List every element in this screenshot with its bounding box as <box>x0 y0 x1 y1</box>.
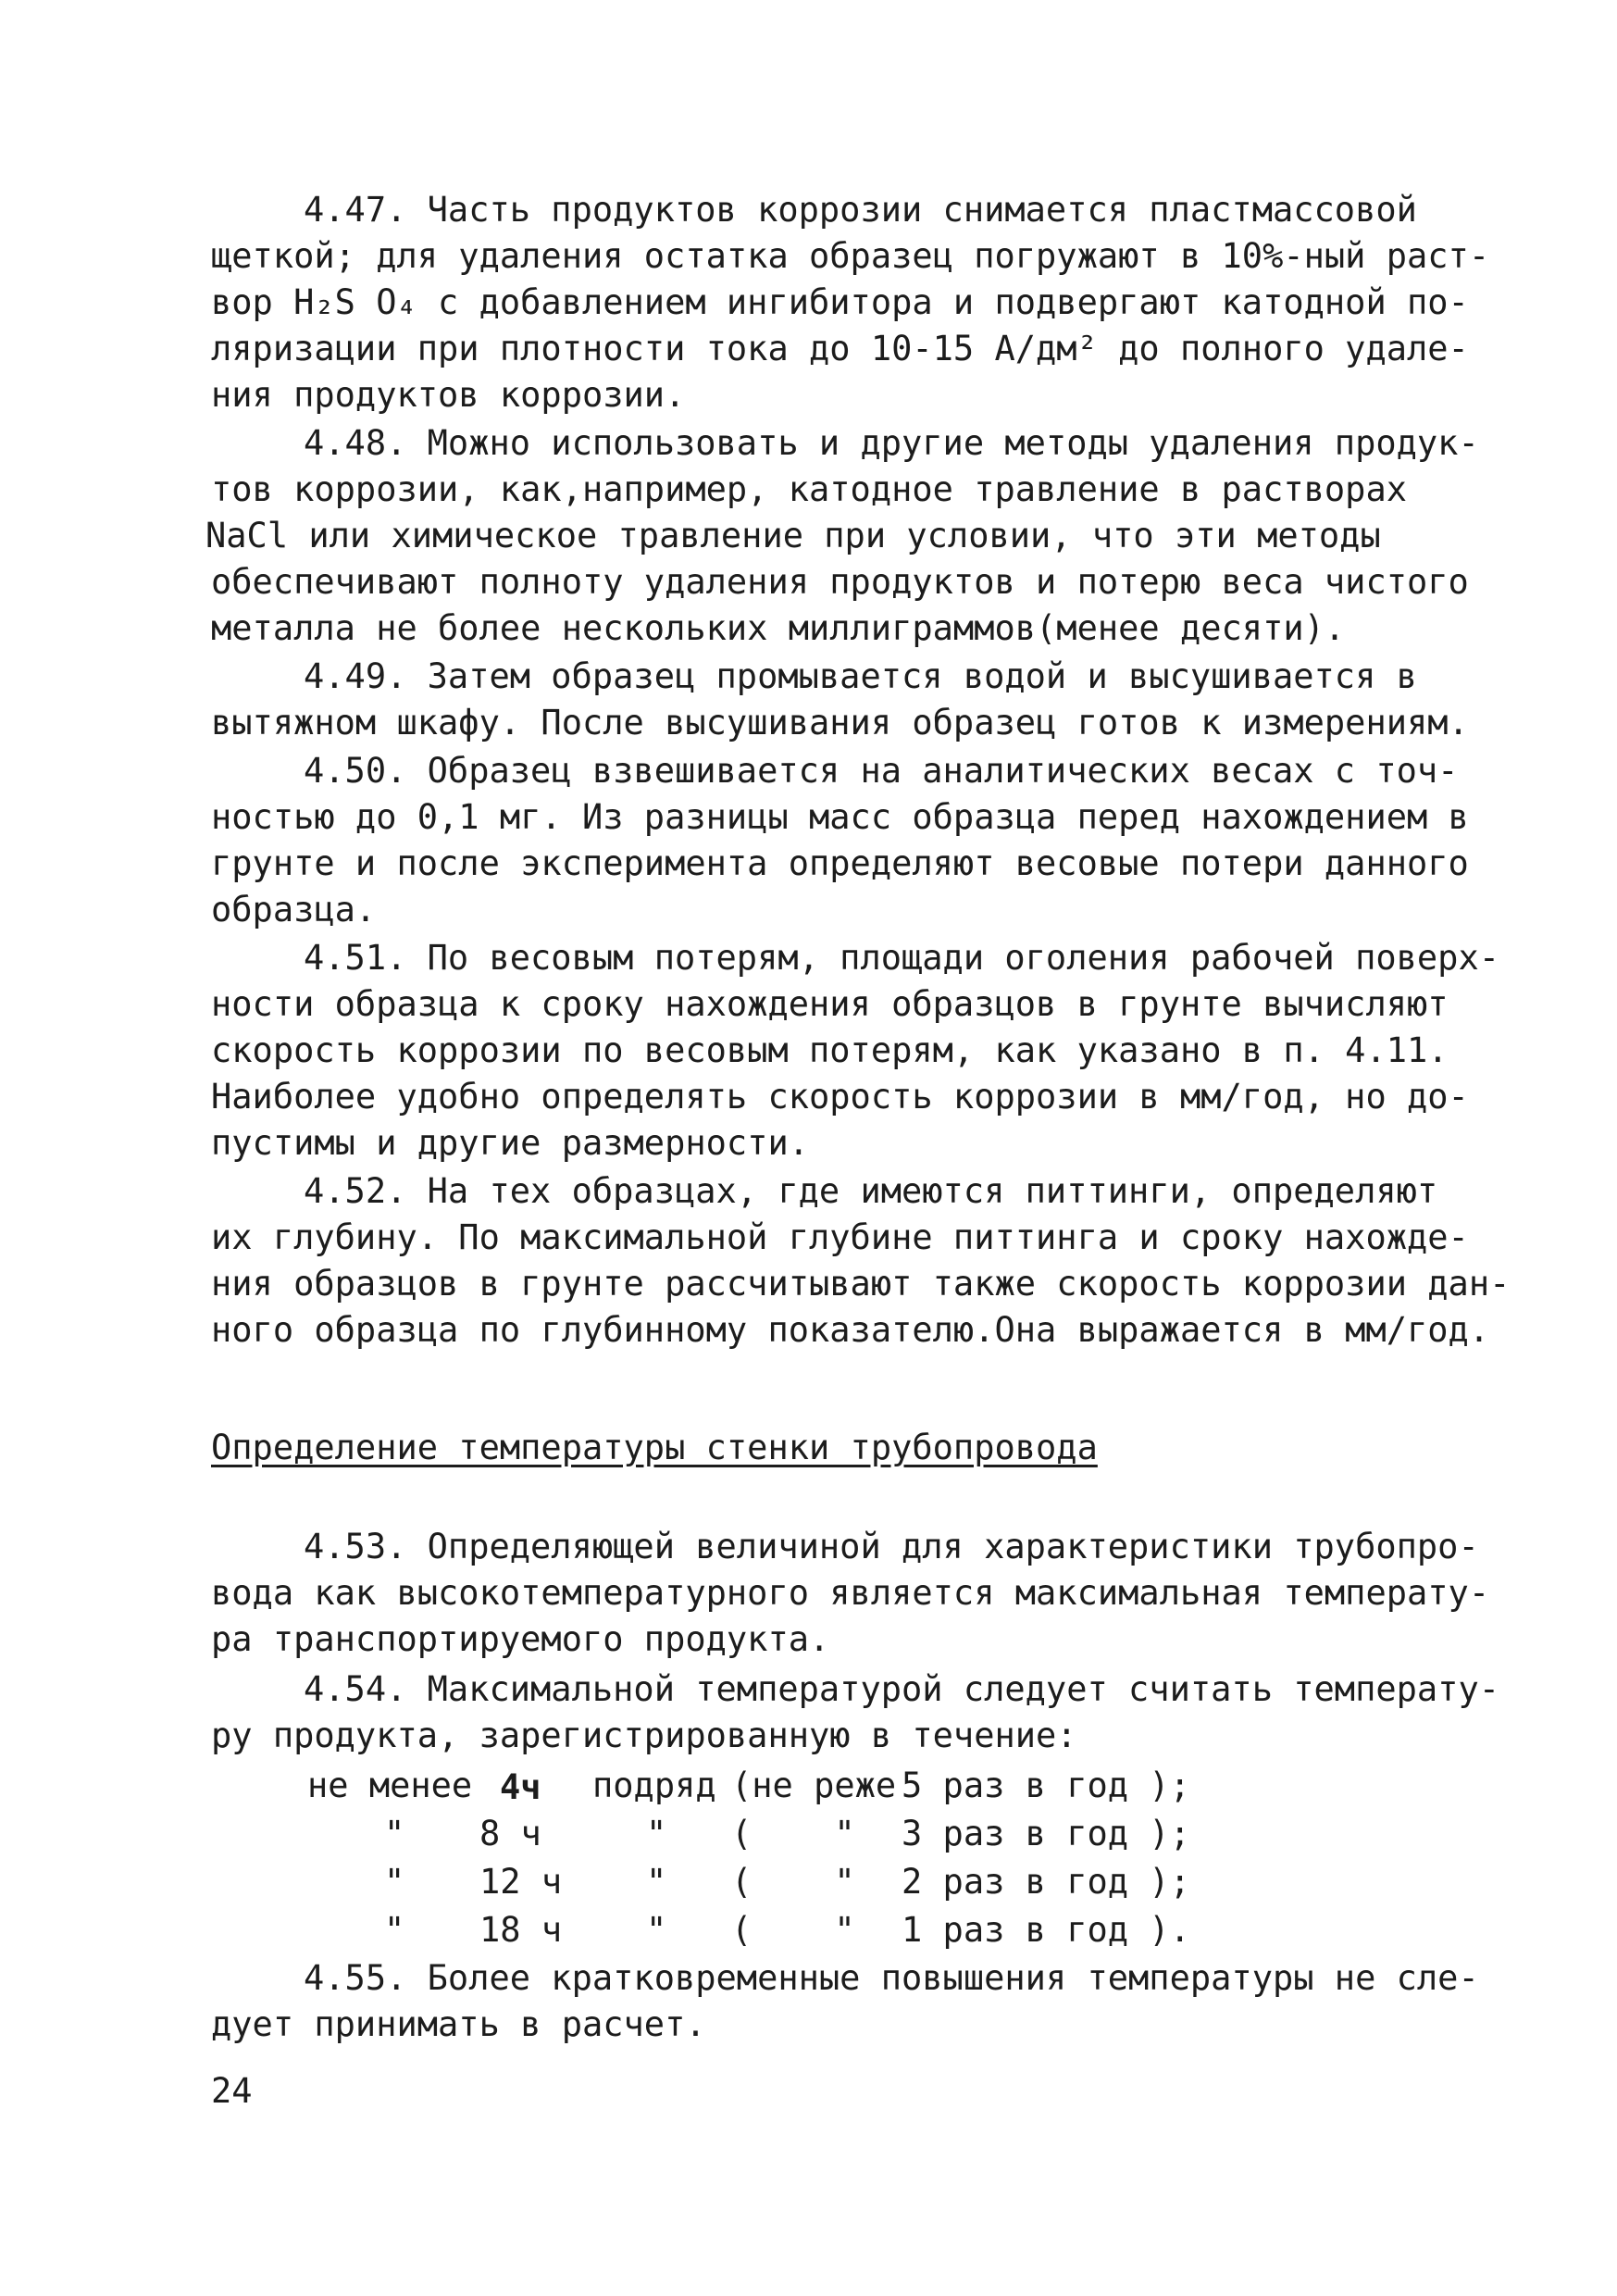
text-line: ностью до 0,1 мг. Из разницы масс образца перед нахождением в <box>211 797 1469 837</box>
page-number: 24 <box>211 2071 253 2111</box>
text-line: 4.54. Максимальной температурой следует считать температу- <box>304 1669 1500 1709</box>
text-line: 4.49. Затем образец промывается водой и высушивается в <box>304 656 1417 696</box>
text-line: вытяжном шкафу. После высушивания образец готов к измерениям. <box>211 703 1469 742</box>
table-cell: " <box>646 1814 667 1853</box>
table-cell: ( " <box>731 1910 855 1950</box>
text-line: вода как высокотемпературного является максимальная температу- <box>211 1573 1490 1613</box>
table-cell: 12 ч <box>479 1862 563 1902</box>
text-line: 4.47. Часть продуктов коррозии снимается пластмассовой <box>304 190 1417 230</box>
text-line: ния продуктов коррозии. <box>211 375 686 415</box>
table-cell: 4ч <box>500 1767 541 1807</box>
table-cell: (не реже <box>731 1766 897 1805</box>
table-cell: 3 раз в год ); <box>902 1814 1190 1853</box>
text-line: 4.52. На тех образцах, где имеются питтинги, определяют <box>304 1171 1438 1211</box>
table-cell: 8 ч <box>479 1814 541 1853</box>
text-line: пустимы и другие размерности. <box>211 1123 810 1163</box>
table-cell: не менее <box>307 1766 473 1805</box>
text-line: обеспечивают полноту удаления продуктов и потерю веса чистого <box>211 562 1469 602</box>
section-heading: Определение температуры стенки трубопровода <box>211 1428 1098 1467</box>
table-cell: ( " <box>731 1814 855 1853</box>
text-line: 4.48. Можно использовать и другие методы удаления продук- <box>304 423 1479 463</box>
text-line: 4.50. Образец взвешивается на аналитических весах с точ- <box>304 751 1459 791</box>
table-cell: " <box>384 1814 405 1853</box>
text-line: 4.55. Более кратковременные повышения температуры не сле- <box>304 1958 1479 1998</box>
text-line: ности образца к сроку нахождения образцов в грунте вычисляют <box>211 984 1449 1024</box>
text-line: дует принимать в расчет. <box>211 2004 706 2044</box>
table-cell: 18 ч <box>479 1910 563 1950</box>
text-line: металла не более нескольких миллиграммов(менее десяти). <box>211 608 1346 648</box>
text-line: ляризации при плотности тока до 10-15 А/дм² до полного удале- <box>211 329 1469 368</box>
text-line: тов коррозии, как,например, катодное травление в растворах <box>211 469 1408 509</box>
text-line: их глубину. По максимальной глубине питтинга и сроку нахожде- <box>211 1217 1469 1257</box>
text-line: Наиболее удобно определять скорость коррозии в мм/год, но до- <box>211 1077 1469 1117</box>
table-cell: ( " <box>731 1862 855 1902</box>
table-cell: подряд <box>592 1766 716 1805</box>
text-line: щеткой; для удаления остатка образец погружают в 10%-ный раст- <box>211 236 1490 276</box>
table-cell: " <box>384 1862 405 1902</box>
text-line: ра транспортируемого продукта. <box>211 1619 830 1659</box>
text-line: 4.53. Определяющей величиной для характеристики трубопро- <box>304 1527 1479 1566</box>
text-line: NaCl или химическое травление при условии, что эти методы <box>205 516 1381 555</box>
table-cell: " <box>646 1862 667 1902</box>
text-line: скорость коррозии по весовым потерям, как указано в п. 4.11. <box>211 1030 1449 1070</box>
text-line: 4.51. По весовым потерям, площади оголения рабочей поверх- <box>304 938 1500 978</box>
text-line: ного образца по глубинному показателю.Она выражается в мм/год. <box>211 1310 1490 1350</box>
table-cell: 1 раз в год ). <box>902 1910 1190 1950</box>
table-cell: " <box>646 1910 667 1950</box>
text-line: вор H₂S O₄ с добавлением ингибитора и подвергают катодной по- <box>211 282 1469 322</box>
text-line: ру продукта, зарегистрированную в течение: <box>211 1716 1077 1755</box>
table-cell: 2 раз в год ); <box>902 1862 1190 1902</box>
table-cell: " <box>384 1910 405 1950</box>
text-line: образца. <box>211 890 377 930</box>
text-line: ния образцов в грунте рассчитывают также скорость коррозии дан- <box>211 1264 1511 1304</box>
text-line: грунте и после эксперимента определяют весовые потери данного <box>211 843 1469 883</box>
table-cell: 5 раз в год ); <box>902 1766 1190 1805</box>
